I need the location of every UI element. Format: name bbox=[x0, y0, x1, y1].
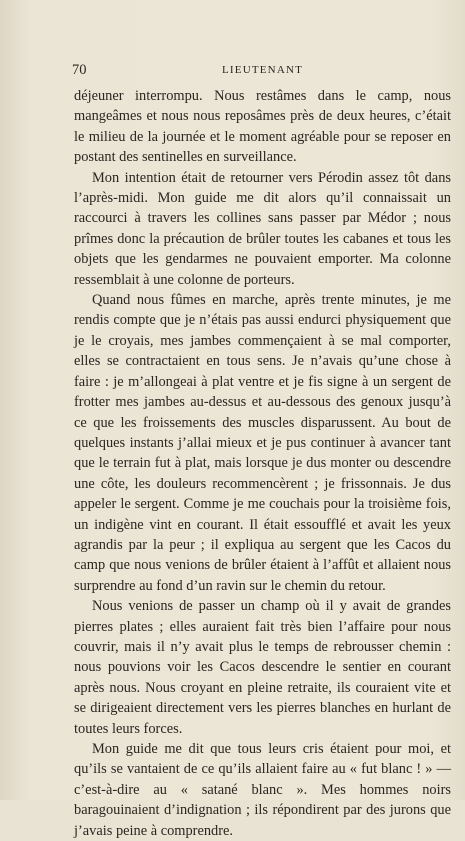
page-number: 70 bbox=[72, 62, 87, 78]
paragraph: Nous venions de passer un champ où il y avait de grandes pierres plates ; elles auraient fait très bien l’affaire pour nous couvrir, mais il n’y avait plus le temps de rebrousser chemin : nous pouvions voir les Cacos descendre le sentier en courant après nous. Nous croyant en pleine retraite, ils couraient vite et se dirigeaient directement vers les pierres blanches en hurlant de toutes leurs forces. bbox=[74, 598, 451, 737]
paragraph: Quand nous fûmes en marche, après trente minutes, je me rendis compte que je n’étais pas aussi endurci physiquement que je le croyais, mes jambes commençaient à se mal comporter, elles se contractaient en tous sens. Je n’avais qu’une chose à faire : je m’allongeai à plat ventre et je fis signe à un sergent de frotter mes jambes au-dessus et au-dessous des genoux jusqu’à ce que les froissements des muscles disparussent. Au bout de quelques instants j’allai mieux et je pus continuer à avancer tant que le terrain fut à plat, mais lorsque je dus monter ou descendre une côte, les douleurs recommencèrent ; je frissonnais. Je dus appeler le sergent. Comme je me couchais pour la troisième fois, un indigène vint en courant. Il était essoufflé et avait les yeux agrandis par la peur ; il expliqua au sergent que les Cacos du camp que nous venions de brûler étaient à l’affût et allaient nous surprendre au fond d’un ravin sur le chemin du retour. bbox=[74, 292, 451, 594]
body-text bbox=[74, 86, 451, 841]
paragraph: déjeuner interrompu. Nous restâmes dans le camp, nous mangeâmes et nous nous reposâmes près de deux heures, c’était le milieu de la journée et le moment agréable pour se reposer en postant des sentinelles en surveillance. bbox=[74, 88, 451, 166]
page-header bbox=[72, 62, 451, 80]
paragraph: Mon guide me dit que tous leurs cris étaient pour moi, et qu’ils se vantaient de ce qu’ils allaient faire au « fut blanc ! » — c’est-à-dire au « satané blanc ». Mes hommes noirs baragouinaient d’indignation ; ils répondirent par des jurons que j’avais peine à comprendre. bbox=[74, 741, 451, 839]
paragraph: Mon intention était de retourner vers Pérodin assez tôt dans l’après-midi. Mon guide me dit alors qu’il connaissait un raccourci à travers les collines sans passer par Médor ; nous prîmes donc la précaution de brûler toutes les cabanes et tous les objets que les gendarmes ne pouvaient emporter. Ma colonne ressemblait à une colonne de porteurs. bbox=[74, 169, 451, 288]
running-head: LIEUTENANT bbox=[222, 64, 304, 76]
